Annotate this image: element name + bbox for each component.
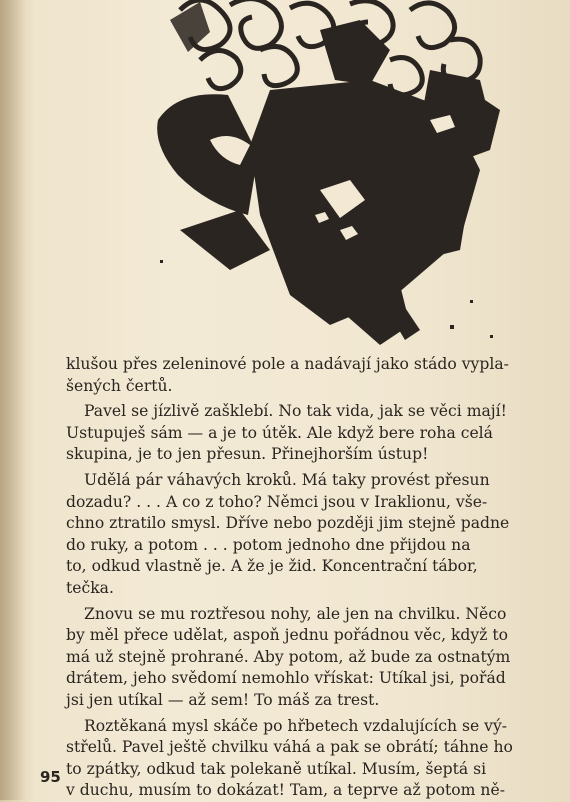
paragraph-3 — [66, 470, 562, 600]
text-line: do ruky, a potom . . . potom jednoho dne přijdou na — [66, 535, 471, 554]
text-line: skupina, je to jen přesun. Přinejhorším ústup! — [66, 445, 429, 464]
text-line: Pavel se jízlivě zašklebí. No tak vida, jak se věci mají! — [84, 402, 507, 421]
page-gutter-shadow — [0, 0, 26, 800]
text-line: šených čertů. — [66, 376, 173, 395]
text-line: Udělá pár váhavých kroků. Má taky provést přesun — [84, 470, 490, 489]
text-line: má už stejně prohrané. Aby potom, až bude za ostnatým — [66, 647, 511, 666]
text-line: klušou přes zeleninové pole a nadávají jako stádo vypla- — [66, 355, 509, 373]
text-line: chno ztratilo smysl. Dříve nebo později jim stejně padne — [66, 514, 510, 533]
page-number: 95 — [40, 768, 61, 786]
text-line: jsi jen utíkal — až sem! To máš za trest. — [66, 690, 380, 709]
text-line: v duchu, musím to dokázat! Tam, a teprve až potom ně- — [66, 781, 505, 800]
text-line: Ustupuješ sám — a je to útěk. Ale když bere roha celá — [66, 423, 493, 442]
paragraph-1 — [66, 354, 562, 397]
text-line: to zpátky, odkud tak polekaně utíkal. Musím, šeptá si — [66, 759, 487, 778]
text-line: to, odkud vlastně je. A že je žid. Koncentrační tábor, — [66, 557, 478, 576]
body-text — [66, 354, 562, 802]
paragraph-5 — [66, 716, 562, 802]
text-line: tečka. — [66, 578, 114, 597]
text-line: střelů. Pavel ještě chvilku váhá a pak se obrátí; táhne ho — [66, 738, 513, 757]
text-line: dozadu? . . . A co z toho? Němci jsou v Iraklionu, vše- — [66, 492, 488, 511]
text-line: drátem, jeho svědomí nemohlo vřískat: Utíkal jsi, pořád — [66, 669, 506, 688]
text-line: Roztěkaná mysl skáče po hřbetech vzdalujících se vý- — [84, 716, 508, 735]
woodcut-illustration — [150, 0, 510, 345]
paragraph-4 — [66, 604, 562, 712]
paragraph-2 — [66, 401, 562, 466]
text-line: by měl přece udělat, aspoň jednu pořádnou věc, když to — [66, 626, 509, 645]
text-line: Znovu se mu roztřesou nohy, ale jen na chvilku. Něco — [84, 604, 507, 623]
